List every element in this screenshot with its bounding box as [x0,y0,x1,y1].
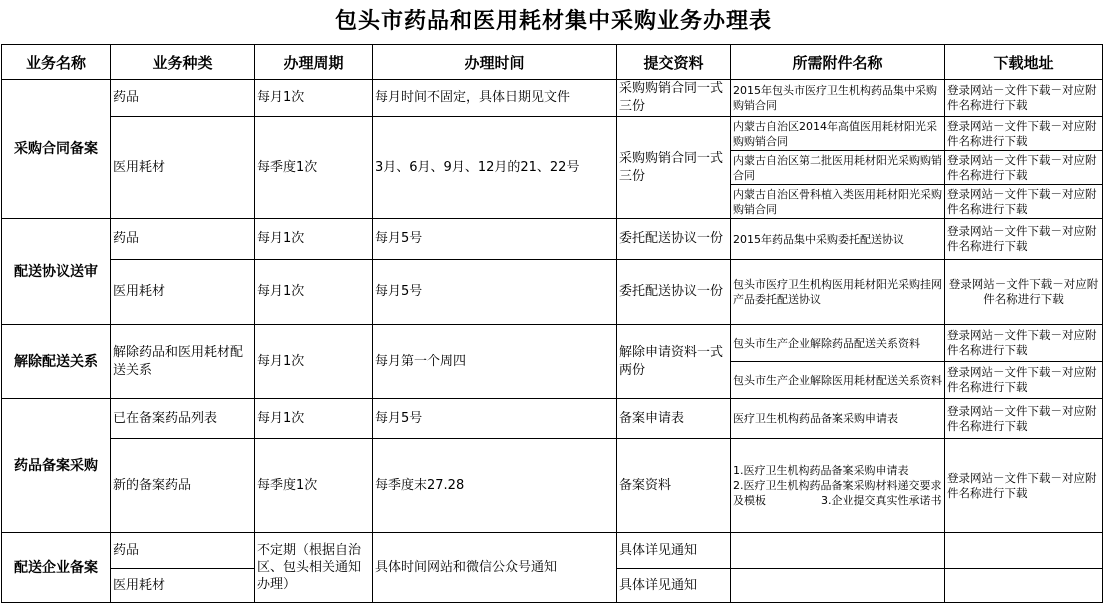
business-type-cell: 药品 [111,533,255,569]
submit-cell: 具体详见通知 [617,569,731,603]
attachment-cell: 包头市生产企业解除药品配送关系资料 [731,325,945,362]
header-submit: 提交资料 [617,45,731,80]
download-cell: 登录网站－文件下载－对应附件名称进行下载 [945,399,1103,439]
table-row [2,533,1103,569]
business-type-cell: 已在备案药品列表 [111,399,255,439]
attachment-cell [731,439,945,533]
cycle-cell: 每季度1次 [255,439,373,533]
cycle-cell: 每季度1次 [255,117,373,219]
download-cell: 登录网站－文件下载－对应附件名称进行下载 [945,151,1103,185]
submit-cell: 采购购销合同一式三份 [617,80,731,117]
table-row [2,219,1103,260]
submit-cell: 具体详见通知 [617,533,731,569]
download-cell: 登录网站－文件下载－对应附件名称进行下载 [945,117,1103,151]
table-row [2,399,1103,439]
cycle-cell: 不定期（根据自治区、包头相关通知办理） [255,533,373,603]
attachment-cell: 内蒙古自治区骨科植入类医用耗材阳光采购购销合同 [731,185,945,219]
business-type-cell: 药品 [111,219,255,260]
business-name-cell: 配送协议送审 [2,219,111,325]
time-cell: 每月5号 [373,260,617,325]
attachment-cell: 包头市生产企业解除医用耗材配送关系资料 [731,362,945,399]
attachment-cell: 2015年包头市医疗卫生机构药品集中采购购销合同 [731,80,945,117]
attachment-line: 1.医疗卫生机构药品备案采购申请表 [733,464,909,477]
business-type-cell: 解除药品和医用耗材配送关系 [111,325,255,399]
table-row [2,325,1103,362]
cycle-cell: 每月1次 [255,80,373,117]
cycle-cell: 每月1次 [255,399,373,439]
download-cell: 登录网站－文件下载－对应附件名称进行下载 [945,325,1103,362]
download-cell: 登录网站－文件下载－对应附件名称进行下载 [945,185,1103,219]
business-type-cell: 药品 [111,80,255,117]
download-cell [945,569,1103,603]
cycle-cell: 每月1次 [255,260,373,325]
download-cell: 登录网站－文件下载－对应附件名称进行下载 [945,260,1103,325]
attachment-cell [731,569,945,603]
download-cell: 登录网站－文件下载－对应附件名称进行下载 [945,439,1103,533]
time-cell: 每月时间不固定，具体日期见文件 [373,80,617,117]
business-name-cell: 药品备案采购 [2,399,111,533]
cycle-cell: 每月1次 [255,325,373,399]
attachment-cell: 包头市医疗卫生机构医用耗材阳光采购挂网产品委托配送协议 [731,260,945,325]
attachment-cell: 内蒙古自治区2014年高值医用耗材阳光采购购销合同 [731,117,945,151]
header-business-type: 业务种类 [111,45,255,80]
submit-cell: 备案资料 [617,439,731,533]
time-cell: 具体时间网站和微信公众号通知 [373,533,617,603]
header-business-name: 业务名称 [2,45,111,80]
business-type-cell: 医用耗材 [111,260,255,325]
business-name-cell: 配送企业备案 [2,533,111,603]
download-cell: 登录网站－文件下载－对应附件名称进行下载 [945,362,1103,399]
header-row [2,45,1103,80]
table-row [2,260,1103,325]
submit-cell: 解除申请资料一式两份 [617,325,731,399]
business-type-cell: 新的备案药品 [111,439,255,533]
submit-cell: 委托配送协议一份 [617,219,731,260]
submit-cell: 委托配送协议一份 [617,260,731,325]
submit-cell: 备案申请表 [617,399,731,439]
business-name-cell: 采购合同备案 [2,80,111,219]
time-cell: 每月5号 [373,399,617,439]
time-cell: 每月第一个周四 [373,325,617,399]
header-download: 下载地址 [945,45,1103,80]
page-title: 包头市药品和医用耗材集中采购业务办理表 [334,9,772,34]
time-cell: 每月5号 [373,219,617,260]
business-name-cell: 解除配送关系 [2,325,111,399]
business-type-cell: 医用耗材 [111,117,255,219]
table-row [2,80,1103,117]
header-cycle: 办理周期 [255,45,373,80]
download-cell [945,533,1103,569]
header-attachment: 所需附件名称 [731,45,945,80]
attachment-line: 2.医疗卫生机构药品备案采购材料递交要求及模板 3.企业提交真实性承诺书 [733,479,942,507]
business-type-cell: 医用耗材 [111,569,255,603]
header-time: 办理时间 [373,45,617,80]
time-cell: 3月、6月、9月、12月的21、22号 [373,117,617,219]
submit-cell: 采购购销合同一式三份 [617,117,731,219]
business-table [1,44,1103,603]
cycle-cell: 每月1次 [255,219,373,260]
time-cell: 每季度末27.28 [373,439,617,533]
attachment-cell: 医疗卫生机构药品备案采购申请表 [731,399,945,439]
download-cell: 登录网站－文件下载－对应附件名称进行下载 [945,80,1103,117]
attachment-cell: 内蒙古自治区第二批医用耗材阳光采购购销合同 [731,151,945,185]
table-row [2,117,1103,151]
attachment-cell [731,533,945,569]
table-row [2,439,1103,533]
attachment-cell: 2015年药品集中采购委托配送协议 [731,219,945,260]
download-cell: 登录网站－文件下载－对应附件名称进行下载 [945,219,1103,260]
